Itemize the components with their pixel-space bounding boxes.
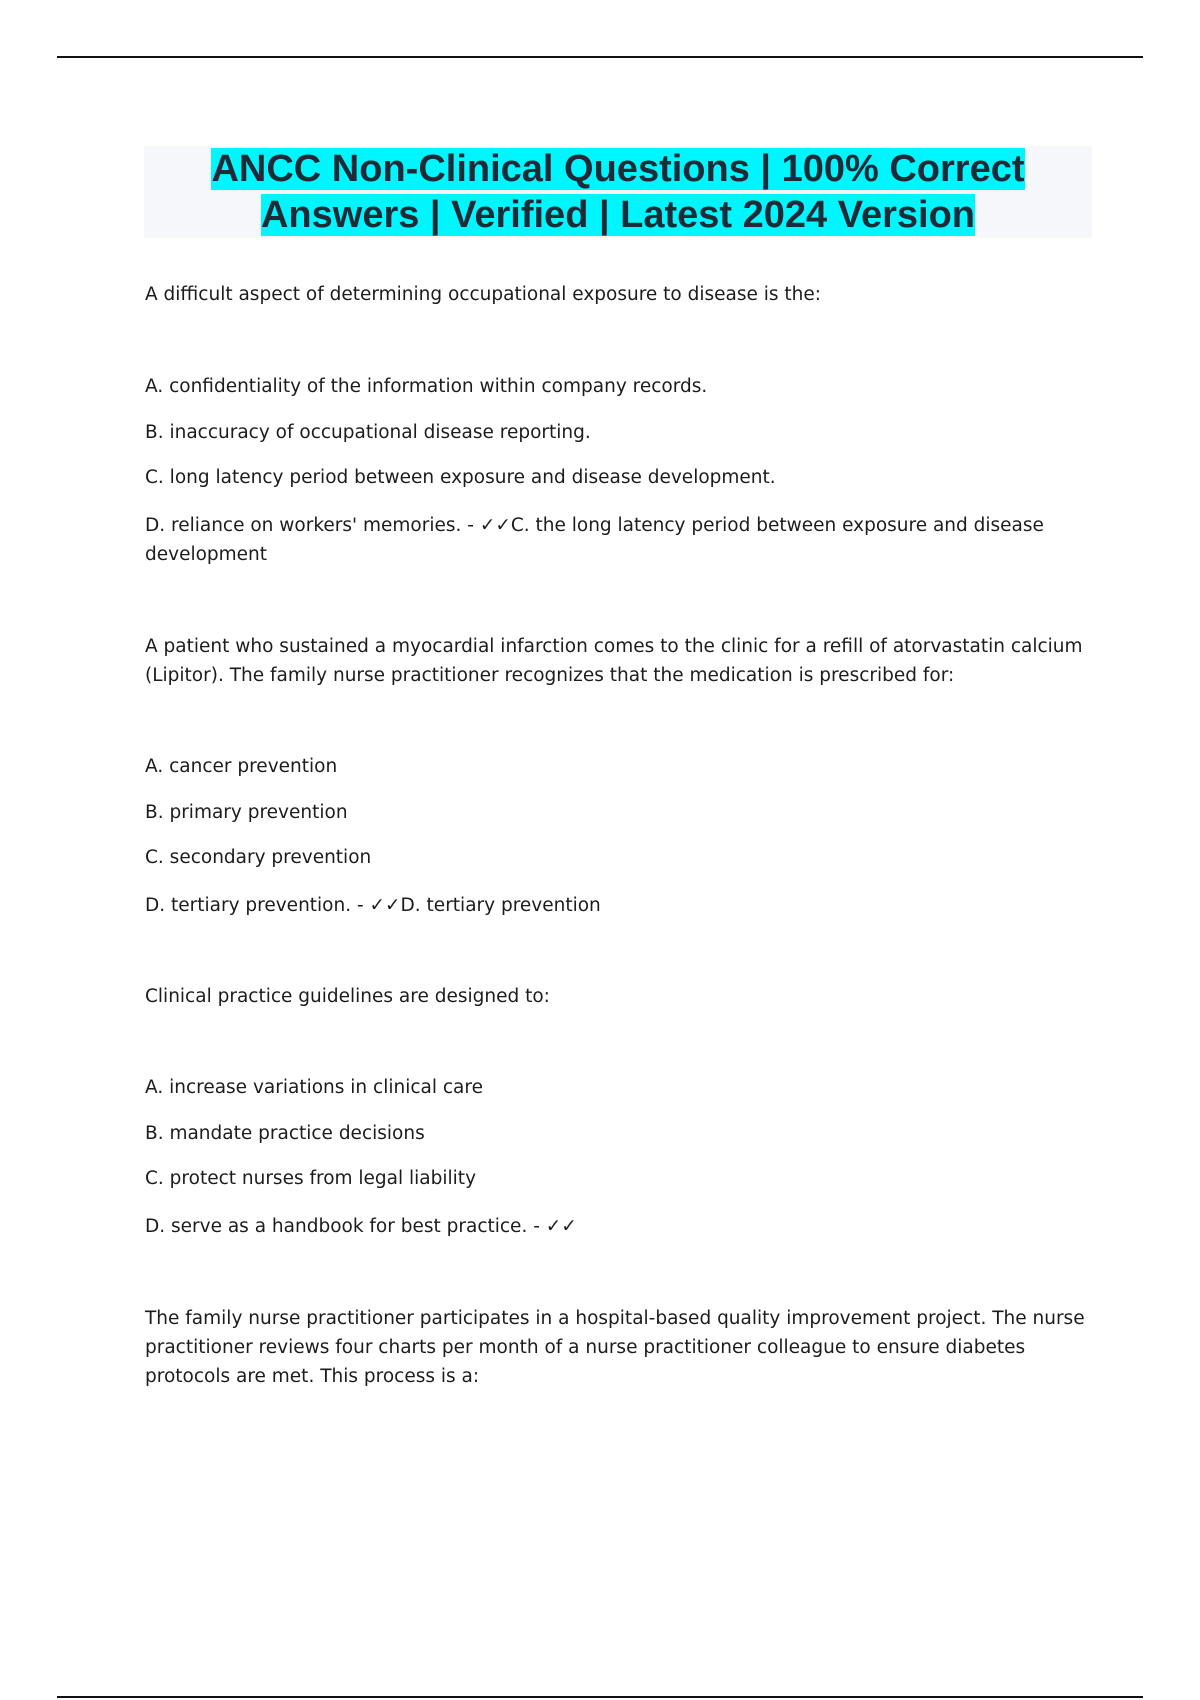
question-3-option-b: B. mandate practice decisions (145, 1123, 425, 1144)
top-rule (57, 56, 1143, 58)
question-1-option-b: B. inaccuracy of occupational disease reporting. (145, 422, 591, 443)
question-2-option-c: C. secondary prevention (145, 847, 372, 868)
question-1-stem: A difficult aspect of determining occupational exposure to disease is the: (145, 284, 822, 305)
question-1-option-c: C. long latency period between exposure and disease development. (145, 467, 776, 488)
question-3-option-d-answer: D. serve as a handbook for best practice. - ✓✓ (145, 1216, 577, 1237)
question-3-option-a: A. increase variations in clinical care (145, 1077, 483, 1098)
question-3-option-c: C. protect nurses from legal liability (145, 1168, 477, 1189)
question-2-option-d-answer: D. tertiary prevention. - ✓✓D. tertiary prevention (145, 895, 601, 916)
bottom-rule (57, 1696, 1143, 1698)
question-4-stem: The family nurse practitioner participates in a hospital-based quality improvement project. The nurse practitioner reviews four charts per month of a nurse practitioner colleague to ensure diabetes protocols are met. This process is a: (145, 1308, 1085, 1387)
question-3-stem: Clinical practice guidelines are designed to: (145, 986, 550, 1007)
document-title: ANCC Non-Clinical Questions | 100% Correct Answers | Verified | Latest 2024 Version (211, 148, 1025, 236)
question-2-stem: A patient who sustained a myocardial infarction comes to the clinic for a refill of atorvastatin calcium (Lipitor). The family nurse practitioner recognizes that the medication is prescribed for: (145, 636, 1083, 686)
question-1-option-a: A. confidentiality of the information within company records. (145, 376, 708, 397)
document-title-box (144, 146, 1092, 238)
question-2-option-a: A. cancer prevention (145, 756, 338, 777)
question-1-option-d-answer: D. reliance on workers' memories. - ✓✓C. the long latency period between exposure and disease development (145, 515, 1044, 565)
question-2-option-b: B. primary prevention (145, 802, 348, 823)
